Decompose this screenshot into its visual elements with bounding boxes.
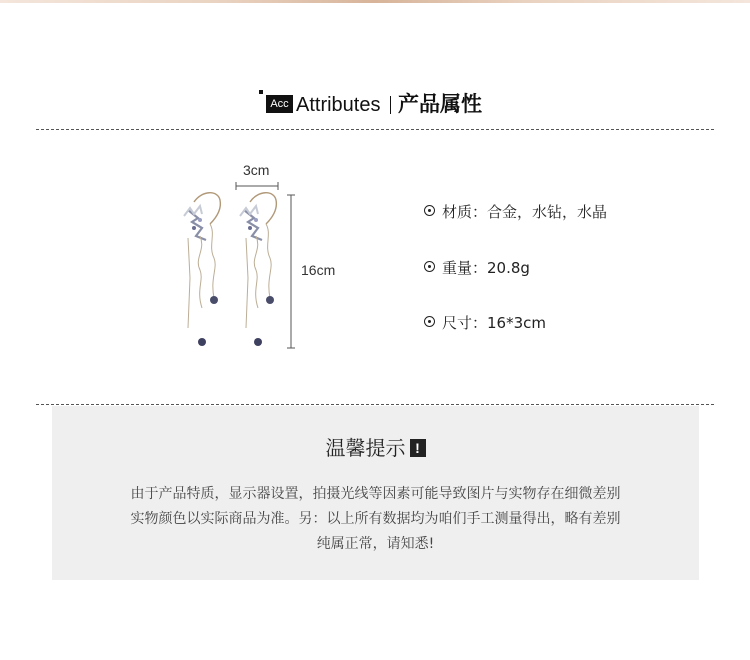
exclamation-icon: ! — [410, 439, 426, 457]
attribute-size — [424, 312, 546, 334]
divider-top — [36, 129, 714, 130]
product-figure — [170, 158, 370, 358]
earring-right — [240, 193, 276, 328]
attribute-size-text: 尺寸：16*3cm — [442, 314, 546, 332]
attribute-weight — [424, 257, 530, 279]
width-dimension-label: 3cm — [243, 162, 270, 178]
height-dimension-label: 16cm — [301, 262, 336, 278]
acc-badge: Acc — [266, 95, 293, 113]
section-header — [0, 88, 750, 122]
notice-title-text: 温馨提示 — [325, 436, 406, 460]
title-divider — [390, 96, 391, 114]
bullet-icon — [424, 261, 435, 272]
attribute-material-text: 材质：合金，水钻，水晶 — [442, 203, 608, 221]
earring-illustration — [170, 158, 370, 358]
notice-title — [52, 434, 699, 462]
notice-body — [66, 482, 685, 557]
divider-bottom — [36, 404, 714, 405]
earring-left — [184, 193, 220, 328]
header-dot — [259, 90, 263, 94]
attributes-title-en: Attributes — [296, 94, 381, 116]
attribute-material — [424, 201, 607, 223]
top-accent-strip — [0, 0, 750, 3]
bullet-icon — [424, 205, 435, 216]
attributes-title-zh: 产品属性 — [398, 92, 482, 116]
notice-panel — [52, 406, 699, 580]
notice-line: 由于产品特质，显示器设置，拍摄光线等因素可能导致图片与实物存在细微差别 — [130, 486, 621, 502]
notice-line: 纯属正常，请知悉! — [316, 536, 435, 552]
bullet-icon — [424, 316, 435, 327]
notice-line: 实物颜色以实际商品为准。另：以上所有数据均为咱们手工测量得出，略有差别 — [130, 511, 621, 527]
attribute-weight-text: 重量：20.8g — [442, 259, 530, 277]
